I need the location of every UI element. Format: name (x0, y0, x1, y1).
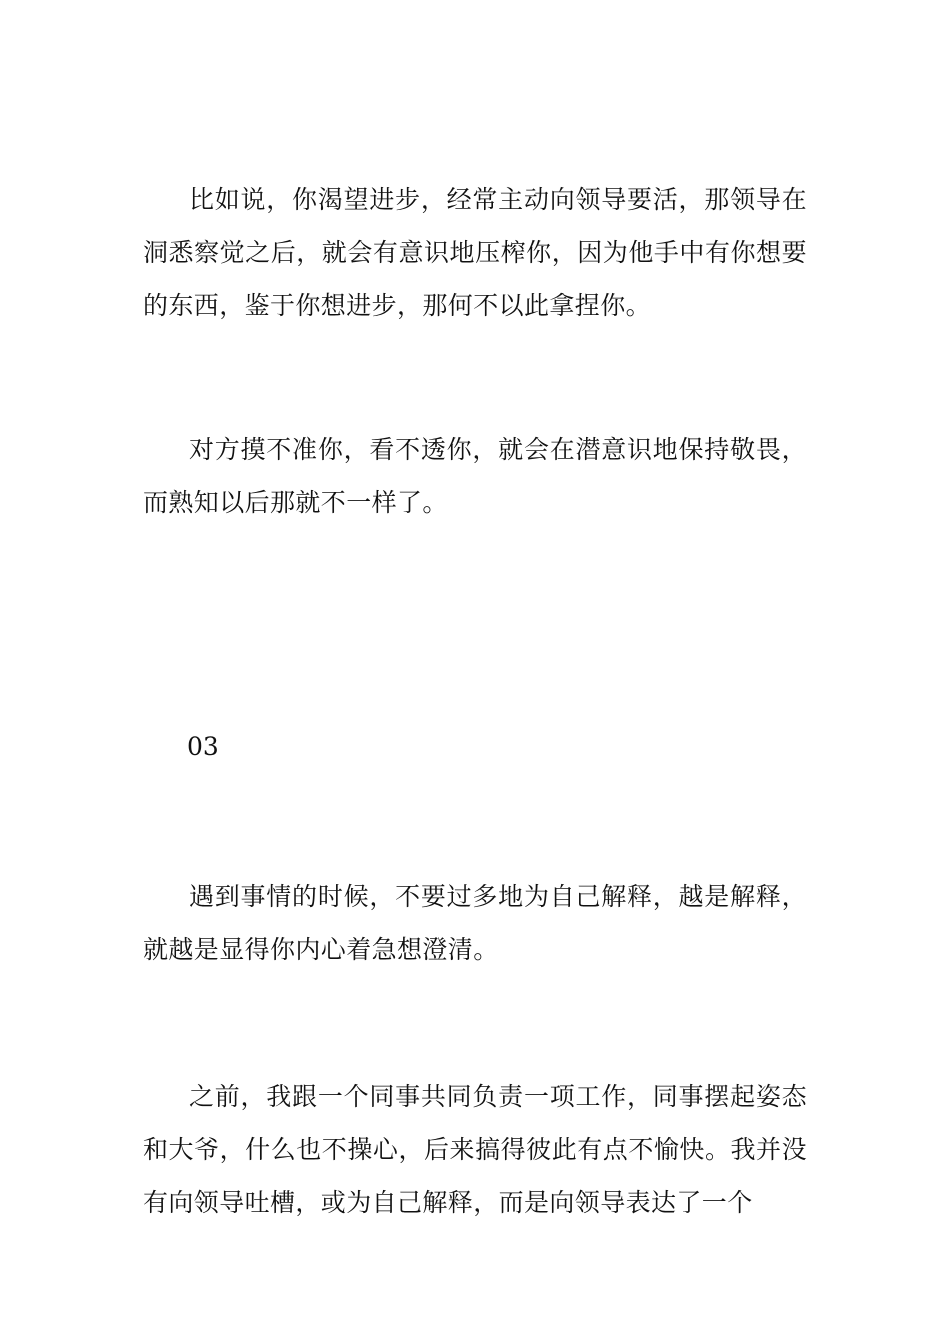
paragraph-ambition-example: 比如说，你渴望进步，经常主动向领导要活，那领导在洞悉察觉之后，就会有意识地压榨你，因为他手中有你想要的东西，鉴于你想进步，那何不以此拿捏你。 (143, 185, 807, 320)
paragraph-colleague-story: 之前，我跟一个同事共同负责一项工作，同事摆起姿态和大爷，什么也不操心，后来搞得彼此有点不愉快。我并没有向领导吐槽，或为自己解释，而是向领导表达了一个 (143, 1082, 807, 1217)
paragraph-keep-distance: 对方摸不准你，看不透你，就会在潜意识地保持敬畏，而熟知以后那就不一样了。 (143, 435, 807, 517)
section-number: 03 (187, 732, 219, 761)
paragraph-dont-explain: 遇到事情的时候，不要过多地为自己解释，越是解释，就越是显得你内心着急想澄清。 (143, 882, 807, 964)
